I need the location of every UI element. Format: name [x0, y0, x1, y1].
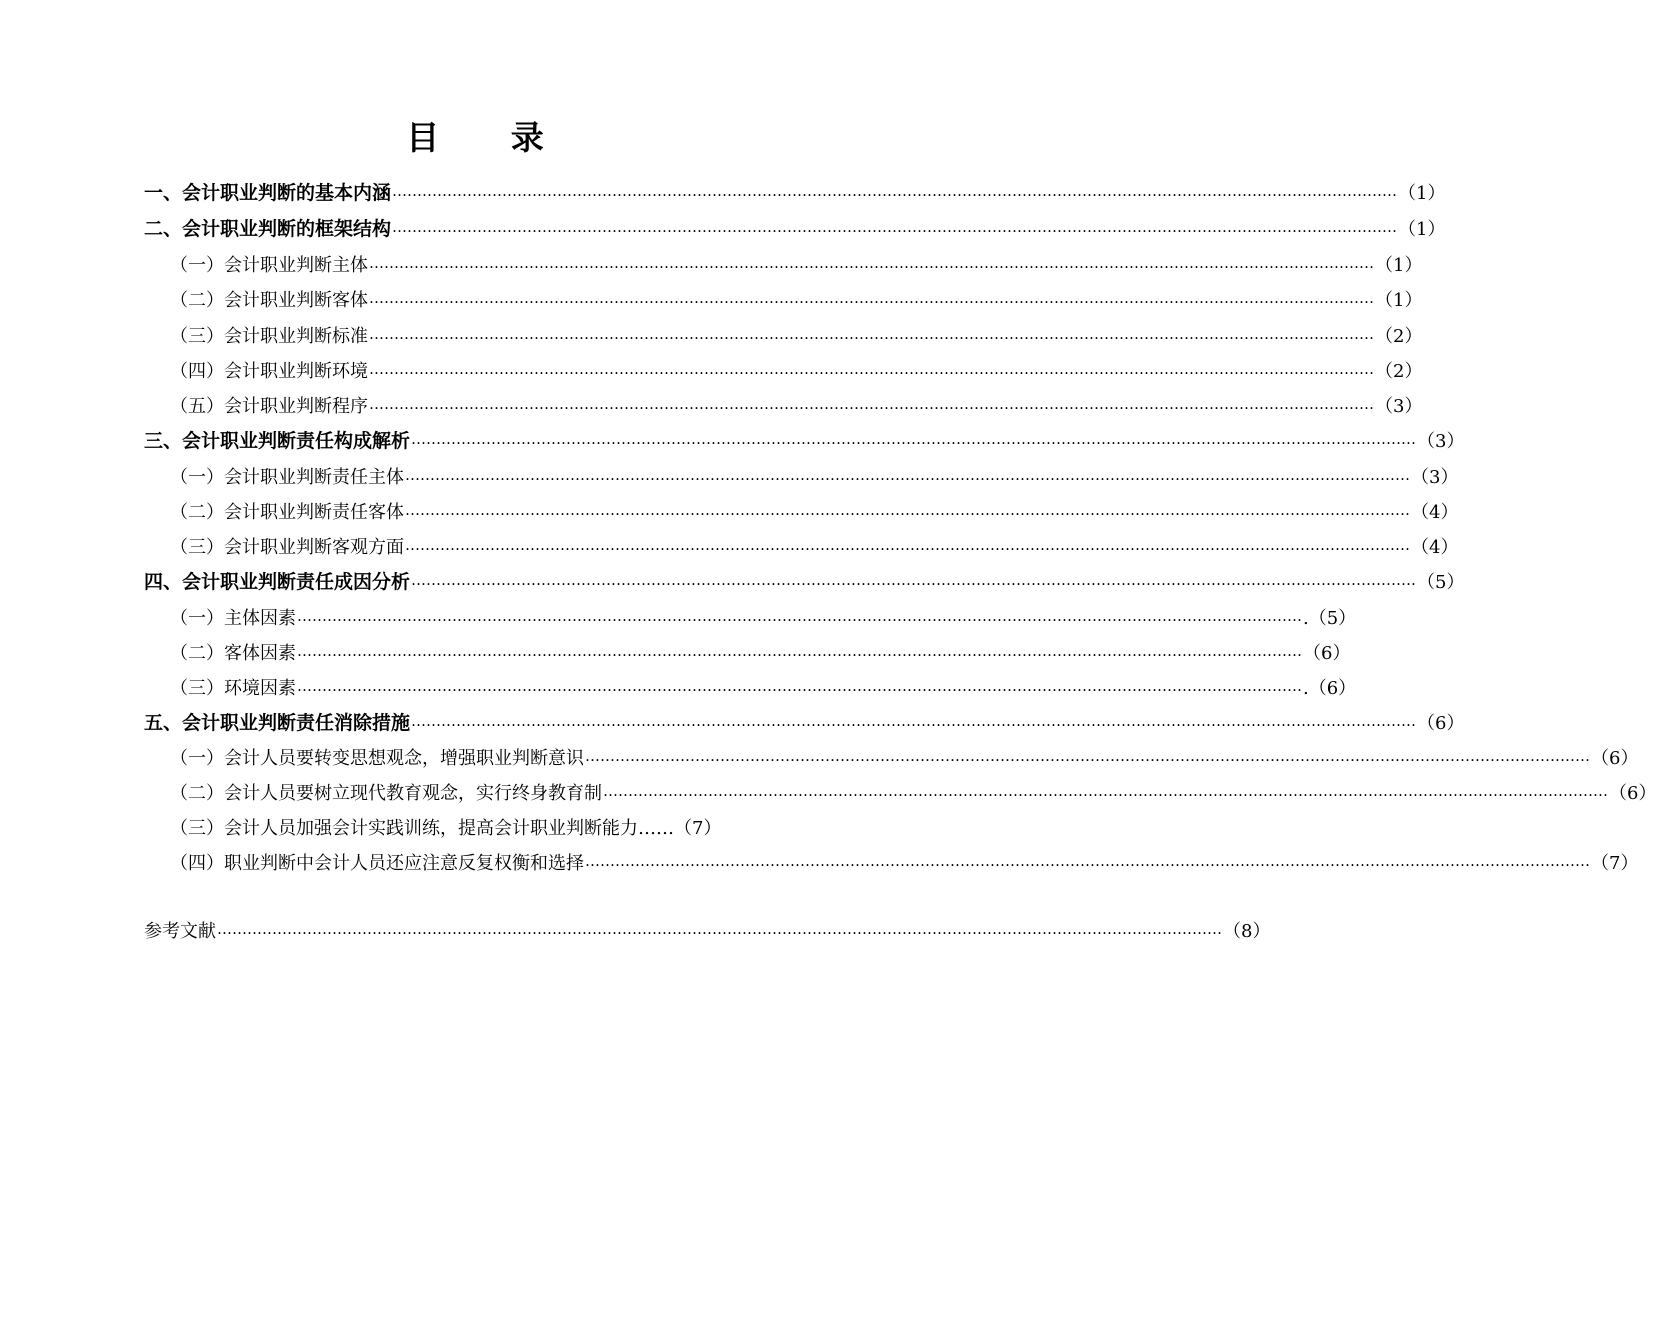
toc-entry-page: （1）	[1398, 218, 1446, 240]
dot-leader: …………………………………………………………………………………………………………………………………………………………………………………	[217, 920, 1222, 938]
dot-leader: …………………………………………………………………………………………………………………………………………………………………………………	[369, 289, 1374, 307]
toc-entry-page: （1）	[1398, 182, 1446, 204]
toc-entry-page: ……（7）	[638, 817, 722, 839]
toc-entry-references[interactable]	[144, 912, 1271, 947]
toc-entry-page: （6）	[1303, 642, 1351, 664]
toc-entry-page: （2）	[1375, 360, 1423, 382]
toc-entry-label: （三）会计人员加强会计实践训练，提高会计职业判断能力	[170, 817, 638, 839]
dot-leader: …………………………………………………………………………………………………………………………………………………………………………………	[297, 677, 1302, 695]
dot-leader: …………………………………………………………………………………………………………………………………………………………………………………	[392, 182, 1398, 200]
dot-leader: …………………………………………………………………………………………………………………………………………………………………………………	[392, 218, 1398, 236]
dot-leader: …………………………………………………………………………………………………………………………………………………………………………………	[585, 852, 1590, 870]
toc-entry-page: （7）	[1591, 852, 1639, 874]
toc-entry-label: （二）会计职业判断责任客体	[170, 501, 404, 523]
toc-entry-page: （6）	[1591, 747, 1639, 769]
dot-leader: …………………………………………………………………………………………………………………………………………………………………………………	[585, 747, 1590, 765]
dot-leader: …………………………………………………………………………………………………………………………………………………………………………………	[369, 325, 1374, 343]
dot-leader: …………………………………………………………………………………………………………………………………………………………………………………	[369, 395, 1374, 413]
dot-leader: …………………………………………………………………………………………………………………………………………………………………………………	[369, 360, 1374, 378]
toc-entry-page: .（5）	[1303, 607, 1357, 629]
toc-entry-label: 一、会计职业判断的基本内涵	[144, 182, 392, 204]
toc-entry-label: （一）主体因素	[170, 607, 296, 629]
toc-entry-page: （3）	[1417, 430, 1465, 452]
toc-entry-label: （四）会计职业判断环境	[170, 360, 368, 382]
toc-entry-subsection[interactable]	[170, 739, 1639, 774]
toc-entry-section-4[interactable]	[144, 563, 1465, 598]
dot-leader: …………………………………………………………………………………………………………………………………………………………………………………	[411, 430, 1417, 448]
toc-entry-label: 五、会计职业判断责任消除措施	[144, 712, 411, 734]
dot-leader: …………………………………………………………………………………………………………………………………………………………………………………	[411, 571, 1417, 589]
dot-leader: …………………………………………………………………………………………………………………………………………………………………………………	[405, 536, 1410, 554]
toc-entry-section-3[interactable]	[144, 422, 1465, 457]
toc-entry-label: （二）会计职业判断客体	[170, 289, 368, 311]
toc-entry-label: （三）环境因素	[170, 677, 296, 699]
toc-entry-page: （6）	[1417, 712, 1465, 734]
toc-entry-label: 四、会计职业判断责任成因分析	[144, 571, 411, 593]
toc-entry-label: （一）会计职业判断主体	[170, 254, 368, 276]
toc-entry-subsection[interactable]	[170, 528, 1459, 563]
toc-entry-section-1[interactable]	[144, 174, 1446, 209]
toc-entry-page: （3）	[1411, 466, 1459, 488]
toc-entry-subsection[interactable]	[170, 774, 1656, 809]
toc-entry-subsection[interactable]	[170, 352, 1423, 387]
toc-entry-label: （一）会计职业判断责任主体	[170, 466, 404, 488]
toc-entry-label: 参考文献	[144, 920, 216, 942]
dot-leader: …………………………………………………………………………………………………………………………………………………………………………………	[405, 466, 1410, 484]
toc-entry-page: （8）	[1223, 920, 1271, 942]
toc-entry-page: （3）	[1375, 395, 1423, 417]
toc-entry-label: （四）职业判断中会计人员还应注意反复权衡和选择	[170, 852, 584, 874]
toc-entry-subsection[interactable]	[170, 493, 1459, 528]
toc-entry-subsection[interactable]	[170, 844, 1639, 879]
toc-entry-subsection[interactable]	[170, 246, 1423, 281]
toc-entry-page: （4）	[1411, 501, 1459, 523]
toc-entry-label: 三、会计职业判断责任构成解析	[144, 430, 411, 452]
toc-entry-page: .（6）	[1303, 677, 1357, 699]
dot-leader: …………………………………………………………………………………………………………………………………………………………………………………	[297, 642, 1302, 660]
dot-leader: …………………………………………………………………………………………………………………………………………………………………………………	[411, 712, 1417, 730]
page-title: 目 录	[406, 118, 574, 157]
toc-entry-label: （五）会计职业判断程序	[170, 395, 368, 417]
toc-entry-section-2[interactable]	[144, 210, 1446, 245]
toc-entry-page: （5）	[1417, 571, 1465, 593]
toc-entry-subsection[interactable]	[170, 809, 803, 844]
toc-entry-label: 二、会计职业判断的框架结构	[144, 218, 392, 240]
dot-leader: …………………………………………………………………………………………………………………………………………………………………………………	[297, 607, 1302, 625]
dot-leader: …………………………………………………………………………………………………………………………………………………………………………………	[405, 501, 1410, 519]
toc-entry-subsection[interactable]	[170, 281, 1423, 316]
toc-entry-page: （4）	[1411, 536, 1459, 558]
toc-entry-page: （2）	[1375, 325, 1423, 347]
toc-entry-subsection[interactable]	[170, 458, 1459, 493]
toc-entry-label: （二）客体因素	[170, 642, 296, 664]
toc-entry-page: （1）	[1375, 289, 1423, 311]
toc-entry-label: （一）会计人员要转变思想观念，增强职业判断意识	[170, 747, 584, 769]
toc-entry-subsection[interactable]	[170, 669, 1357, 704]
toc-entry-label: （三）会计职业判断标准	[170, 325, 368, 347]
toc-entry-subsection[interactable]	[170, 599, 1357, 634]
dot-leader: …………………………………………………………………………………………………………………………………………………………………………………	[603, 782, 1608, 800]
toc-entry-page: （6）	[1609, 782, 1656, 804]
toc-entry-label: （二）会计人员要树立现代教育观念，实行终身教育制	[170, 782, 602, 804]
toc-entry-page: （1）	[1375, 254, 1423, 276]
toc-entry-label: （三）会计职业判断客观方面	[170, 536, 404, 558]
toc-entry-subsection[interactable]	[170, 387, 1423, 422]
dot-leader: …………………………………………………………………………………………………………………………………………………………………………………	[369, 254, 1374, 272]
toc-entry-subsection[interactable]	[170, 317, 1423, 352]
toc-entry-subsection[interactable]	[170, 634, 1351, 669]
toc-entry-section-5[interactable]	[144, 704, 1465, 739]
